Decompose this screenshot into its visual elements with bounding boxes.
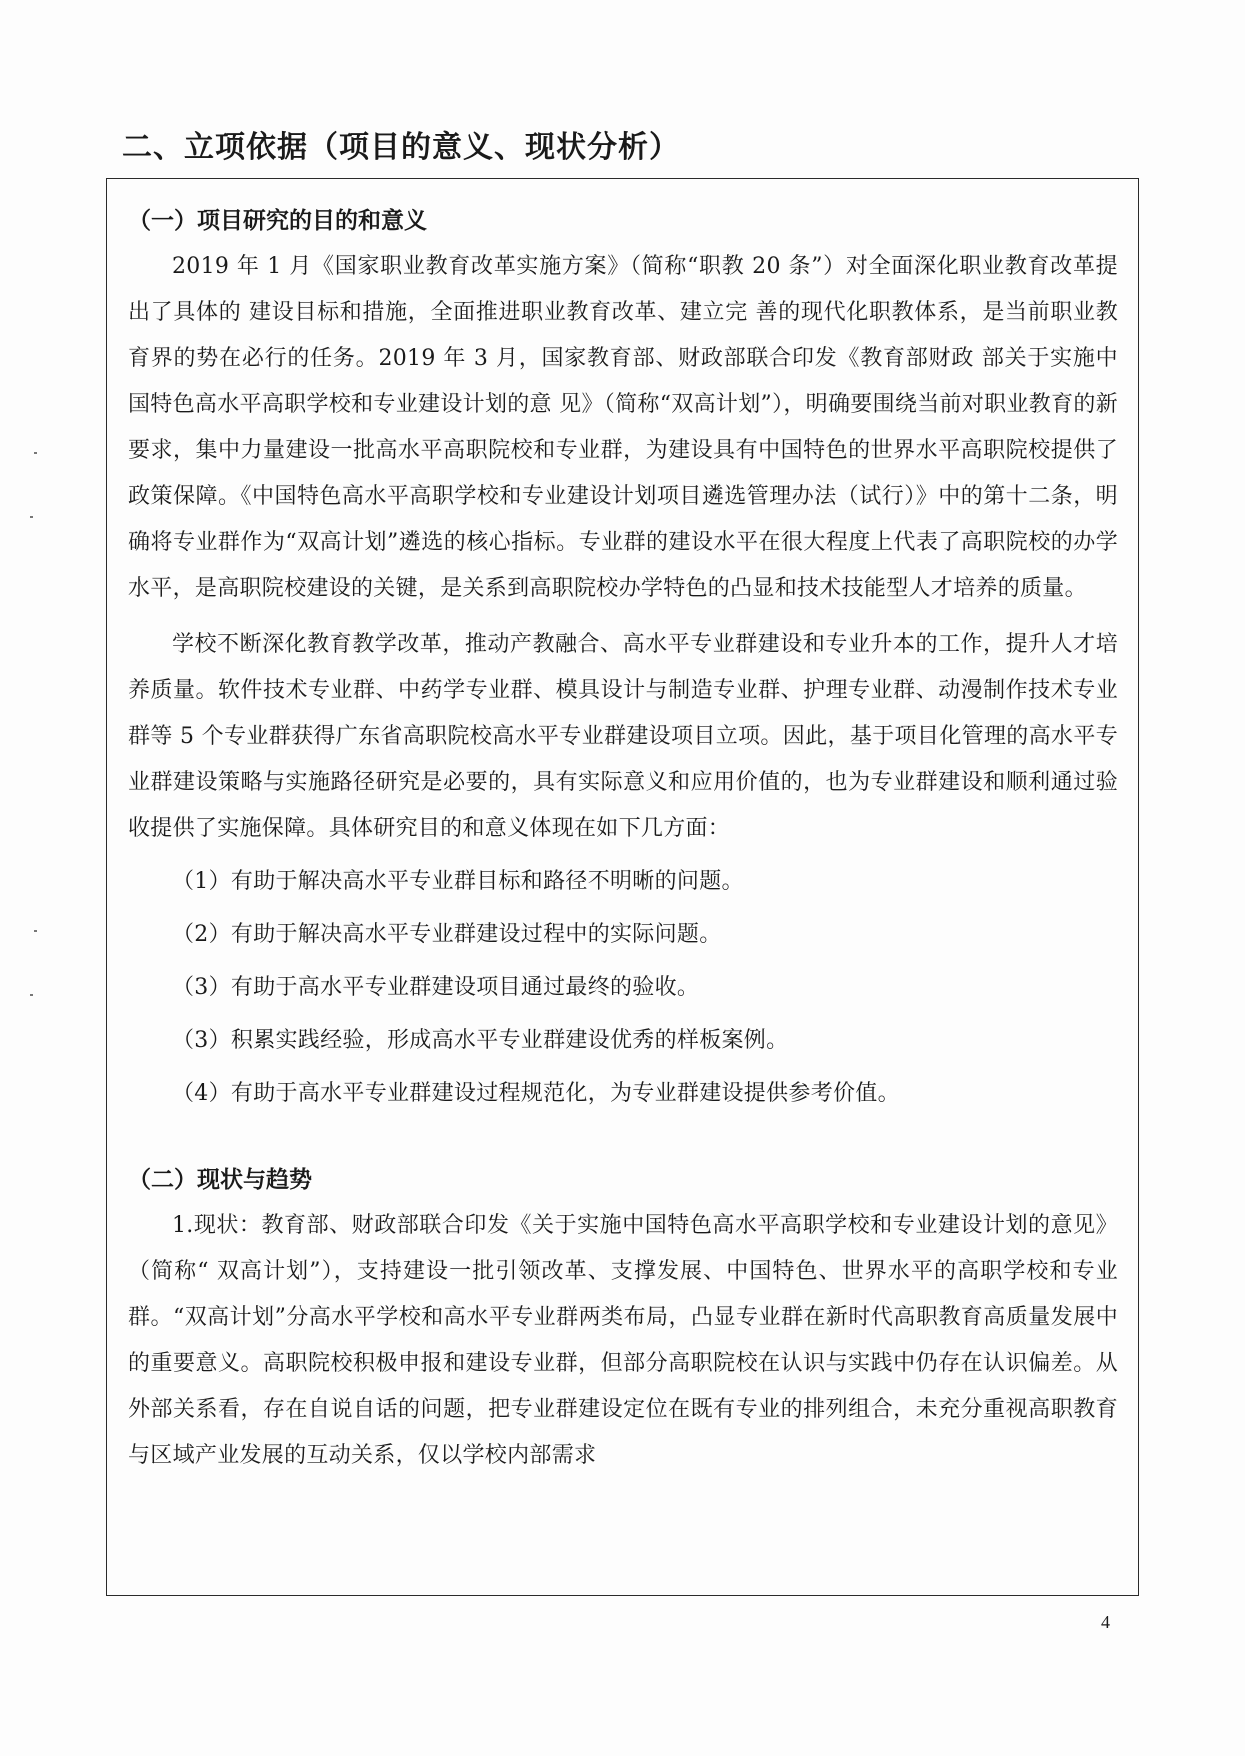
scan-speck [34,452,37,454]
scan-speck [30,516,33,518]
list-item: （2）有助于解决高水平专业群建设过程中的实际问题。 [172,922,722,947]
paragraph-school-practice: 学校不断深化教育教学改革，推动产教融合、高水平专业群建设和专业升本的工作，提升人才培养质量。软件技术专业群、中药学专业群、模具设计与制造专业群、护理专业群、动漫制作技术专业群等 5 个专业群获得广东省高职院校高水平专业群建设项目立项。因此，基于项目化管理的高水平专业群建设策略与实施路径研究是必要的，具有实际意义和应用价值的，也为专业群建设和顺利通过验收提供了实施保障。具体研究目的和意义体现在如下几方面： [128,632,1118,841]
list-item: （3）有助于高水平专业群建设项目通过最终的验收。 [172,975,700,1000]
subsection-heading-status: （二）现状与趋势 [128,1167,312,1193]
section-heading: 二、立项依据（项目的意义、现状分析） [122,130,680,165]
frame-content [128,198,1118,1479]
list-item: （1）有助于解决高水平专业群目标和路径不明晰的问题。 [172,869,744,894]
paragraph-policy-background: 2019 年 1 月《国家职业教育改革实施方案》（简称“职教 20 条”）对全面深化职业教育改革提出了具体的 建设目标和措施，全面推进职业教育改革、建立完 善的现代化职教体系，是当前职业教育界的势在必行的任务。2019 年 3 月，国家教育部、财政部联合印发《教育部财政 部关于实施中国特色高水平高职学校和专业建设计划的意 见》（简称“双高计划”），明确要围绕当前对职业教育的新要求，集中力量建设一批高水平高职院校和专业群，为建设具有中国特色的世界水平高职院校提供了政策保障。《中国特色高水平高职学校和专业建设计划项目遴选管理办法（试行）》中的第十二条，明确将专业群作为“双高计划”遴选的核心指标。专业群的建设水平在很大程度上代表了高职院校的办学水平，是高职院校建设的关键，是关系到高职院校办学特色的凸显和技术技能型人才培养的质量。 [128,254,1118,601]
page-number: 4 [1101,1612,1110,1632]
list-item: （4）有助于高水平专业群建设过程规范化，为专业群建设提供参考价值。 [172,1081,900,1106]
scan-speck [34,930,37,932]
scan-speck [30,994,33,996]
subsection-heading-purpose: （一）项目研究的目的和意义 [128,208,427,234]
paragraph-status: 1.现状：教育部、财政部联合印发《关于实施中国特色高水平高职学校和专业建设计划的意见》（简称“ 双高计划”），支持建设一批引领改革、支撑发展、中国特色、世界水平的高职学校和专业群。“双高计划”分高水平学校和高水平专业群两类布局，凸显专业群在新时代高职教育高质量发展中的重要意义。高职院校积极申报和建设专业群，但部分高职院校在认识与实践中仍存在认识偏差。从外部关系看，存在自说自话的问题，把专业群建设定位在既有专业的排列组合，未充分重视高职教育与区域产业发展的互动关系，仅以学校内部需求 [128,1213,1118,1468]
list-item: （3）积累实践经验，形成高水平专业群建设优秀的样板案例。 [172,1028,789,1053]
